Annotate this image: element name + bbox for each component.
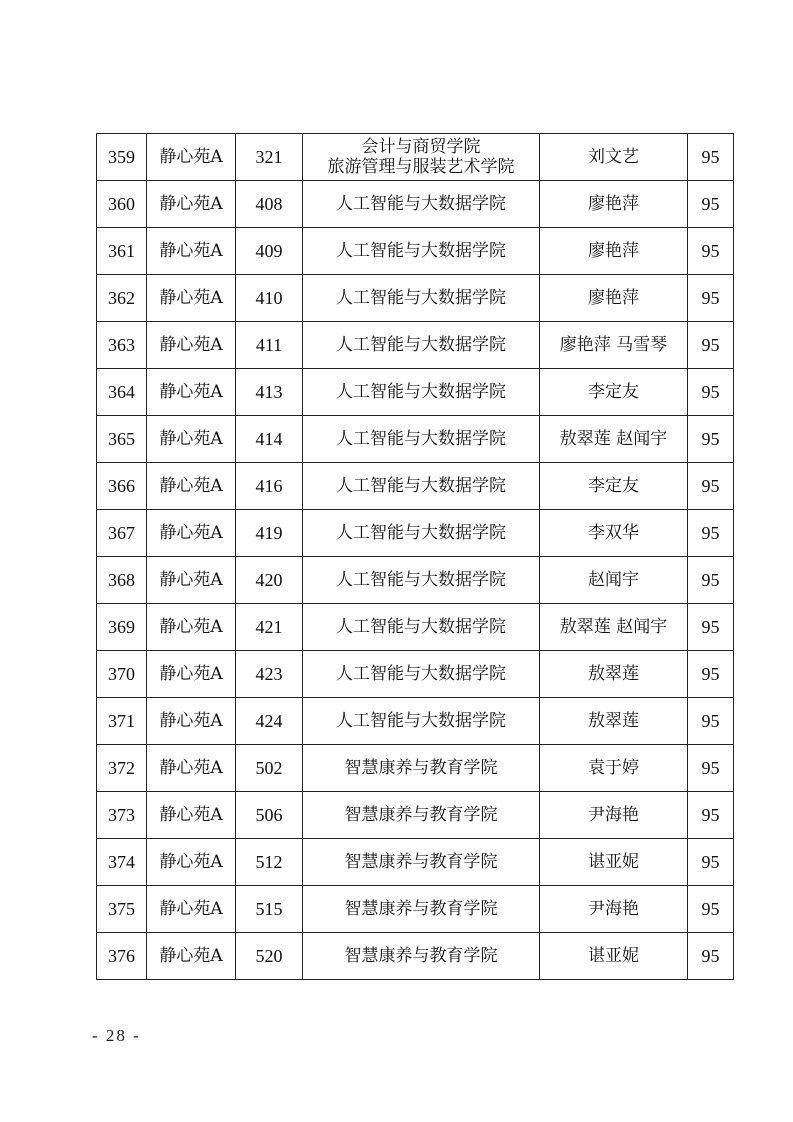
college-cell bbox=[303, 322, 540, 369]
room-number-cell: 424 bbox=[236, 698, 303, 745]
teacher-cell: 敖翠莲 赵闻宇 bbox=[540, 604, 688, 651]
college-name: 人工智能与大数据学院 bbox=[336, 617, 506, 637]
table-row bbox=[97, 933, 734, 980]
table-row bbox=[97, 557, 734, 604]
college-cell bbox=[303, 839, 540, 886]
teacher-cell: 廖艳萍 bbox=[540, 228, 688, 275]
row-number-cell: 369 bbox=[97, 604, 147, 651]
college-name: 会计与商贸学院 bbox=[361, 137, 481, 157]
teacher-cell: 李双华 bbox=[540, 510, 688, 557]
building-cell: 静心苑A bbox=[147, 510, 236, 557]
building-cell: 静心苑A bbox=[147, 134, 236, 181]
college-cell bbox=[303, 510, 540, 557]
table-row bbox=[97, 228, 734, 275]
room-number-cell: 506 bbox=[236, 792, 303, 839]
room-number-cell: 416 bbox=[236, 463, 303, 510]
building-cell: 静心苑A bbox=[147, 322, 236, 369]
building-cell: 静心苑A bbox=[147, 933, 236, 980]
college-cell bbox=[303, 557, 540, 604]
table-row bbox=[97, 839, 734, 886]
teacher-cell: 谌亚妮 bbox=[540, 839, 688, 886]
building-cell: 静心苑A bbox=[147, 369, 236, 416]
row-number-cell: 373 bbox=[97, 792, 147, 839]
college-name: 智慧康养与教育学院 bbox=[344, 805, 498, 825]
room-number-cell: 321 bbox=[236, 134, 303, 181]
score-cell: 95 bbox=[688, 651, 734, 698]
score-cell: 95 bbox=[688, 228, 734, 275]
college-name: 智慧康养与教育学院 bbox=[344, 899, 498, 919]
room-number-cell: 423 bbox=[236, 651, 303, 698]
row-number-cell: 361 bbox=[97, 228, 147, 275]
college-name: 人工智能与大数据学院 bbox=[336, 476, 506, 496]
college-name: 人工智能与大数据学院 bbox=[336, 194, 506, 214]
room-number-cell: 420 bbox=[236, 557, 303, 604]
row-number-cell: 366 bbox=[97, 463, 147, 510]
college-cell bbox=[303, 698, 540, 745]
table-row bbox=[97, 322, 734, 369]
row-number-cell: 374 bbox=[97, 839, 147, 886]
building-cell: 静心苑A bbox=[147, 557, 236, 604]
college-name: 人工智能与大数据学院 bbox=[336, 664, 506, 684]
table-row bbox=[97, 463, 734, 510]
college-cell bbox=[303, 745, 540, 792]
college-name: 旅游管理与服装艺术学院 bbox=[327, 157, 515, 177]
college-cell bbox=[303, 134, 540, 181]
room-number-cell: 410 bbox=[236, 275, 303, 322]
teacher-cell: 廖艳萍 bbox=[540, 275, 688, 322]
college-cell bbox=[303, 651, 540, 698]
building-cell: 静心苑A bbox=[147, 745, 236, 792]
room-number-cell: 502 bbox=[236, 745, 303, 792]
table-row bbox=[97, 792, 734, 839]
row-number-cell: 371 bbox=[97, 698, 147, 745]
page-number: - 28 - bbox=[92, 1026, 141, 1045]
table-row bbox=[97, 275, 734, 322]
score-cell: 95 bbox=[688, 604, 734, 651]
table-row bbox=[97, 369, 734, 416]
building-cell: 静心苑A bbox=[147, 651, 236, 698]
college-cell bbox=[303, 933, 540, 980]
room-number-cell: 419 bbox=[236, 510, 303, 557]
teacher-cell: 赵闻宇 bbox=[540, 557, 688, 604]
college-name: 人工智能与大数据学院 bbox=[336, 335, 506, 355]
room-number-cell: 520 bbox=[236, 933, 303, 980]
row-number-cell: 364 bbox=[97, 369, 147, 416]
score-cell: 95 bbox=[688, 839, 734, 886]
college-cell bbox=[303, 604, 540, 651]
building-cell: 静心苑A bbox=[147, 181, 236, 228]
score-cell: 95 bbox=[688, 463, 734, 510]
teacher-cell: 廖艳萍 bbox=[540, 181, 688, 228]
teacher-cell: 敖翠莲 bbox=[540, 698, 688, 745]
college-name: 人工智能与大数据学院 bbox=[336, 241, 506, 261]
building-cell: 静心苑A bbox=[147, 839, 236, 886]
teacher-cell: 敖翠莲 bbox=[540, 651, 688, 698]
row-number-cell: 370 bbox=[97, 651, 147, 698]
score-cell: 95 bbox=[688, 275, 734, 322]
room-number-cell: 408 bbox=[236, 181, 303, 228]
dormitory-score-table bbox=[96, 133, 734, 980]
score-cell: 95 bbox=[688, 745, 734, 792]
teacher-cell: 廖艳萍 马雪琴 bbox=[540, 322, 688, 369]
college-name: 智慧康养与教育学院 bbox=[344, 946, 498, 966]
building-cell: 静心苑A bbox=[147, 416, 236, 463]
college-name: 人工智能与大数据学院 bbox=[336, 523, 506, 543]
row-number-cell: 376 bbox=[97, 933, 147, 980]
room-number-cell: 409 bbox=[236, 228, 303, 275]
score-cell: 95 bbox=[688, 792, 734, 839]
building-cell: 静心苑A bbox=[147, 275, 236, 322]
score-cell: 95 bbox=[688, 416, 734, 463]
row-number-cell: 367 bbox=[97, 510, 147, 557]
score-cell: 95 bbox=[688, 369, 734, 416]
college-name: 人工智能与大数据学院 bbox=[336, 711, 506, 731]
score-cell: 95 bbox=[688, 322, 734, 369]
room-number-cell: 512 bbox=[236, 839, 303, 886]
row-number-cell: 359 bbox=[97, 134, 147, 181]
row-number-cell: 375 bbox=[97, 886, 147, 933]
college-cell bbox=[303, 416, 540, 463]
teacher-cell: 尹海艳 bbox=[540, 792, 688, 839]
table-row bbox=[97, 651, 734, 698]
table-row bbox=[97, 416, 734, 463]
table-row bbox=[97, 181, 734, 228]
college-cell bbox=[303, 181, 540, 228]
row-number-cell: 372 bbox=[97, 745, 147, 792]
college-name: 人工智能与大数据学院 bbox=[336, 429, 506, 449]
table-body bbox=[97, 134, 734, 980]
college-cell bbox=[303, 463, 540, 510]
room-number-cell: 421 bbox=[236, 604, 303, 651]
table-row bbox=[97, 604, 734, 651]
room-number-cell: 414 bbox=[236, 416, 303, 463]
teacher-cell: 刘文艺 bbox=[540, 134, 688, 181]
teacher-cell: 袁于婷 bbox=[540, 745, 688, 792]
college-name: 人工智能与大数据学院 bbox=[336, 288, 506, 308]
building-cell: 静心苑A bbox=[147, 228, 236, 275]
row-number-cell: 363 bbox=[97, 322, 147, 369]
college-name: 智慧康养与教育学院 bbox=[344, 758, 498, 778]
building-cell: 静心苑A bbox=[147, 792, 236, 839]
score-cell: 95 bbox=[688, 510, 734, 557]
building-cell: 静心苑A bbox=[147, 698, 236, 745]
table-row bbox=[97, 510, 734, 557]
teacher-cell: 敖翠莲 赵闻宇 bbox=[540, 416, 688, 463]
room-number-cell: 413 bbox=[236, 369, 303, 416]
college-name: 智慧康养与教育学院 bbox=[344, 852, 498, 872]
score-cell: 95 bbox=[688, 557, 734, 604]
room-number-cell: 515 bbox=[236, 886, 303, 933]
table-row bbox=[97, 698, 734, 745]
table-row bbox=[97, 134, 734, 181]
college-cell bbox=[303, 886, 540, 933]
building-cell: 静心苑A bbox=[147, 604, 236, 651]
building-cell: 静心苑A bbox=[147, 463, 236, 510]
college-cell bbox=[303, 275, 540, 322]
score-cell: 95 bbox=[688, 886, 734, 933]
score-cell: 95 bbox=[688, 933, 734, 980]
room-number-cell: 411 bbox=[236, 322, 303, 369]
college-name: 人工智能与大数据学院 bbox=[336, 570, 506, 590]
college-name: 人工智能与大数据学院 bbox=[336, 382, 506, 402]
row-number-cell: 362 bbox=[97, 275, 147, 322]
table-row bbox=[97, 745, 734, 792]
row-number-cell: 368 bbox=[97, 557, 147, 604]
teacher-cell: 李定友 bbox=[540, 463, 688, 510]
college-cell bbox=[303, 369, 540, 416]
teacher-cell: 李定友 bbox=[540, 369, 688, 416]
table-row bbox=[97, 886, 734, 933]
row-number-cell: 365 bbox=[97, 416, 147, 463]
college-cell bbox=[303, 792, 540, 839]
score-cell: 95 bbox=[688, 181, 734, 228]
building-cell: 静心苑A bbox=[147, 886, 236, 933]
score-cell: 95 bbox=[688, 698, 734, 745]
row-number-cell: 360 bbox=[97, 181, 147, 228]
teacher-cell: 谌亚妮 bbox=[540, 933, 688, 980]
teacher-cell: 尹海艳 bbox=[540, 886, 688, 933]
score-cell: 95 bbox=[688, 134, 734, 181]
college-cell bbox=[303, 228, 540, 275]
